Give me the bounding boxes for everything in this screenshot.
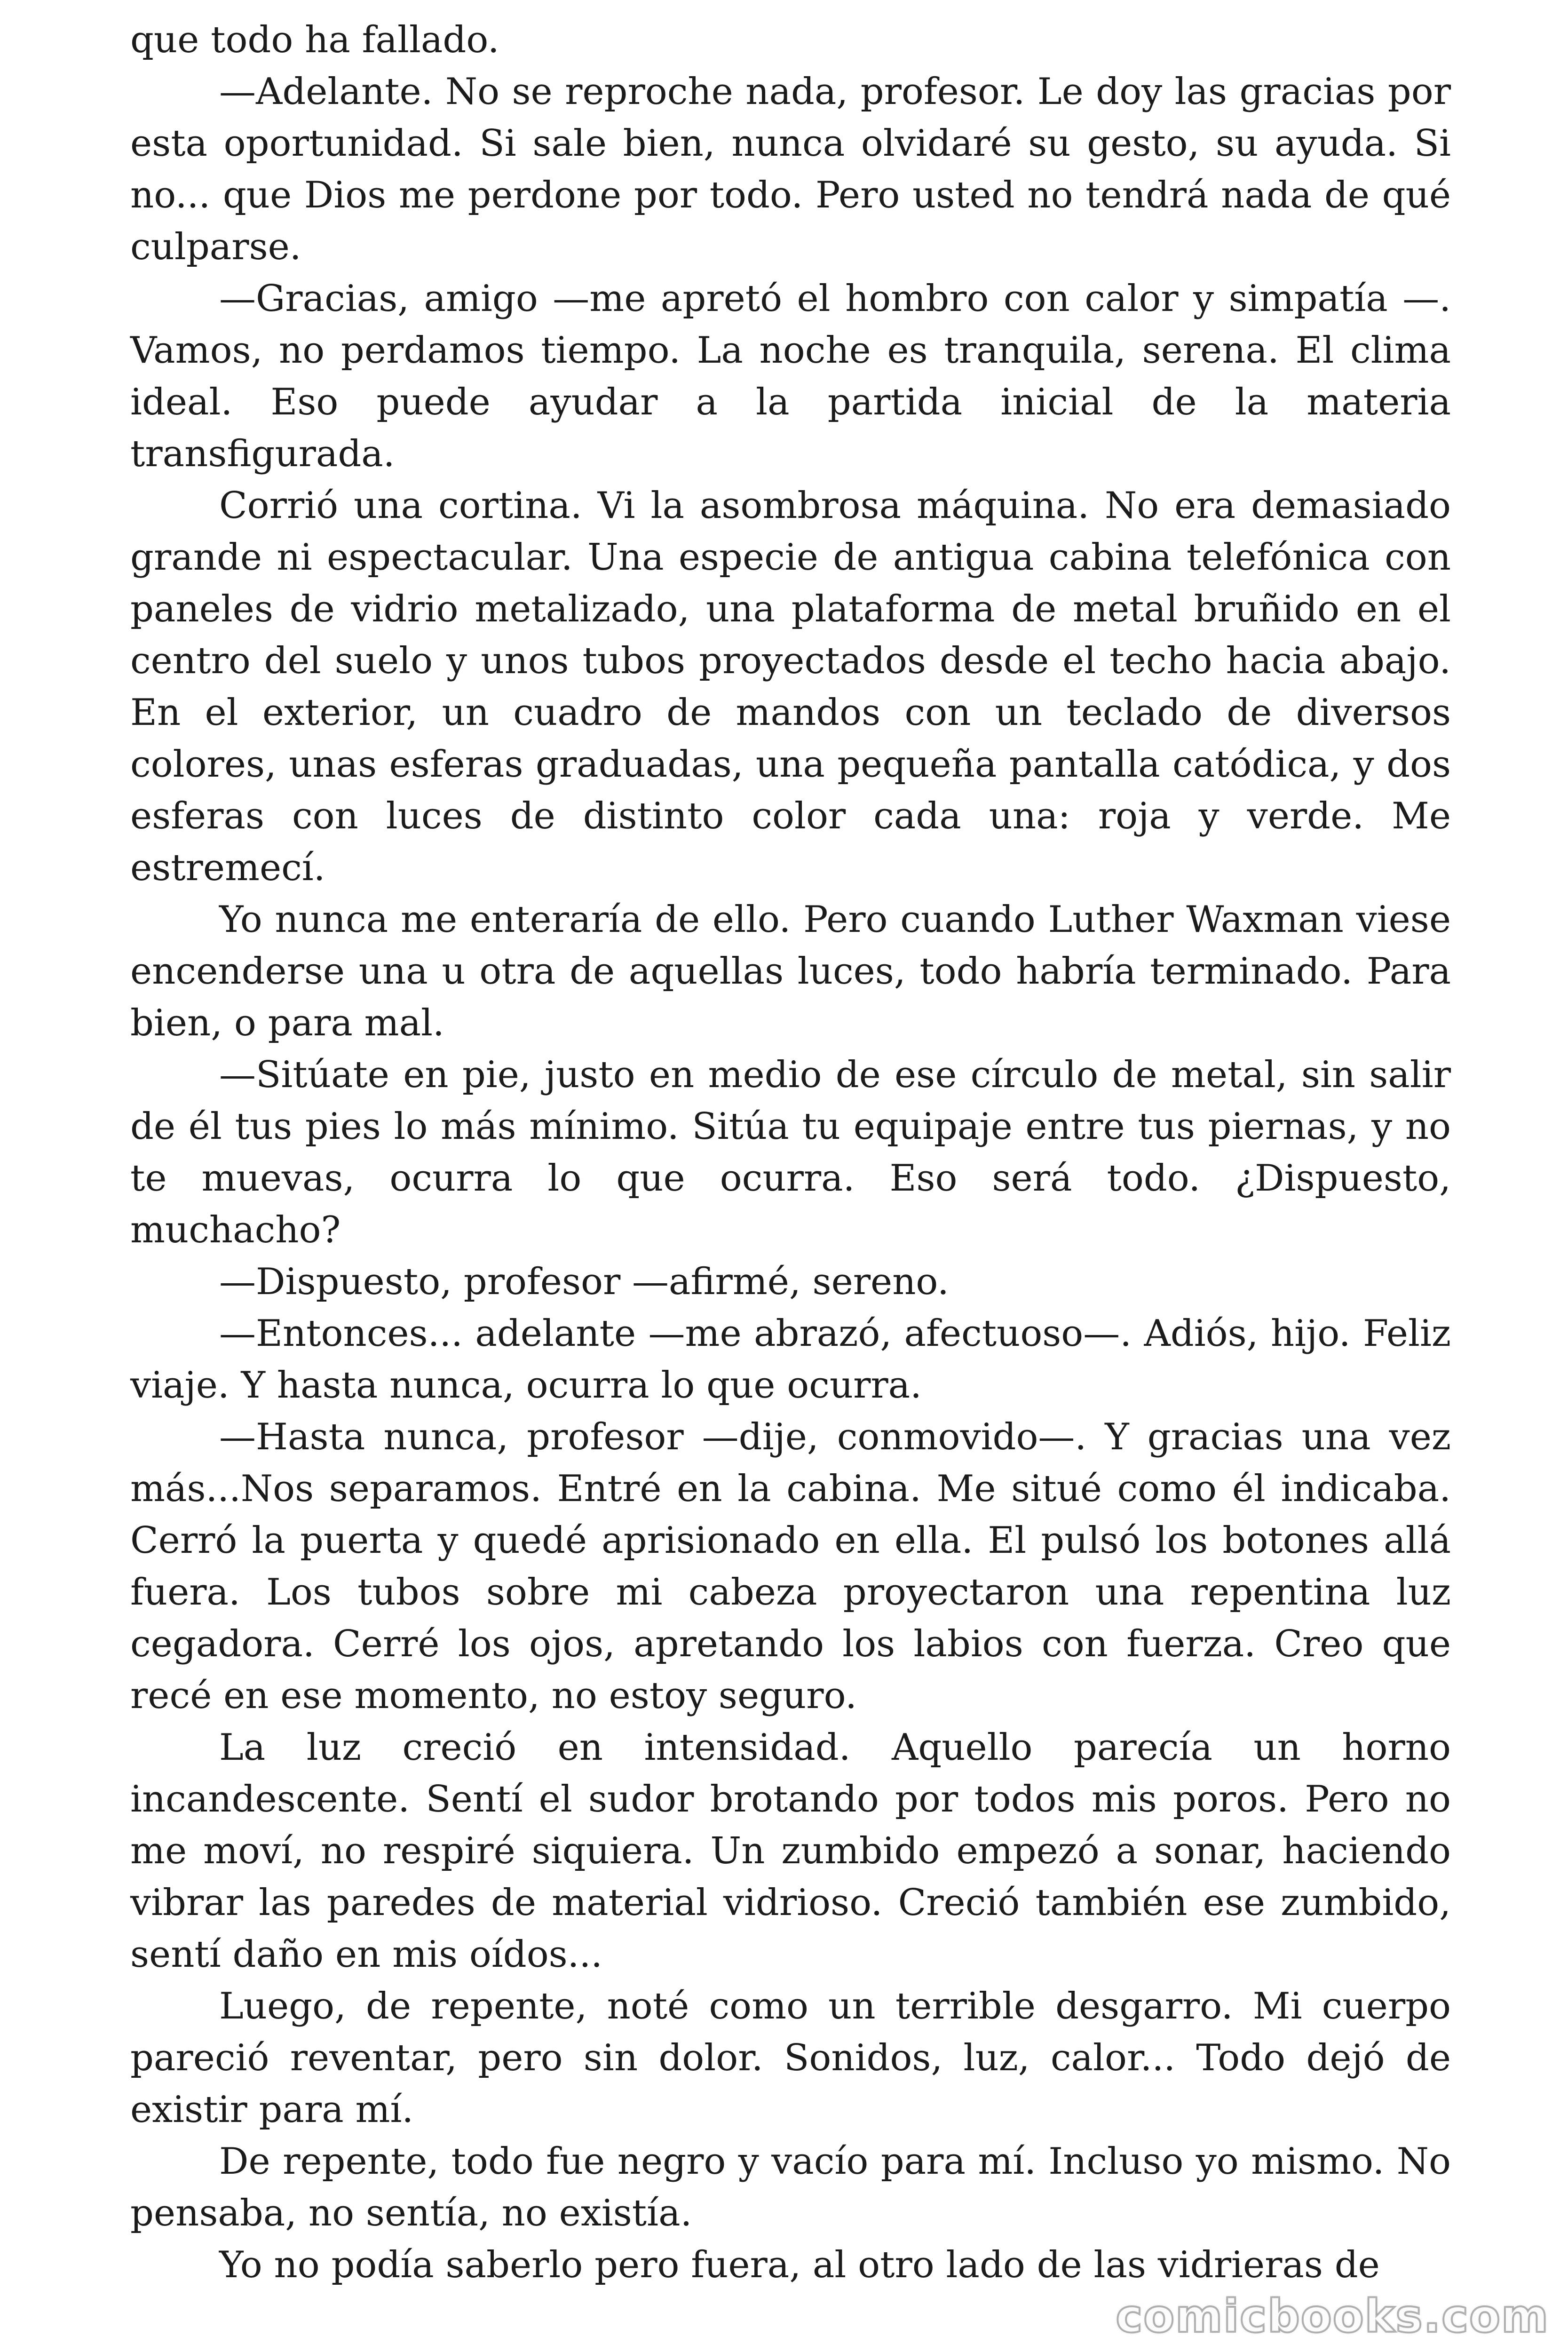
paragraph-5: Yo nunca me enteraría de ello. Pero cuando Luther Waxman viese encenderse una u otra de aquellas luces, todo habría terminado. Para bien, o para mal. (130, 898, 1451, 1044)
paragraph-1: que todo ha fallado. (130, 19, 499, 61)
paragraph-11: Luego, de repente, noté como un terrible desgarro. Mi cuerpo pareció reventar, pero sin dolor. Sonidos, luz, calor... Todo dejó de existir para mí. (130, 1985, 1451, 2131)
paragraph-10: La luz creció en intensidad. Aquello parecía un horno incandescente. Sentí el sudor brotando por todos mis poros. Pero no me moví, no respiré siquiera. Un zumbido empezó a sonar, haciendo vibrar las paredes de material vidrioso. Creció también ese zumbido, sentí daño en mis oídos... (130, 1726, 1451, 1976)
paragraph-12: De repente, todo fue negro y vacío para mí. Incluso yo mismo. No pensaba, no sentía, no existía. (130, 2140, 1451, 2234)
paragraph-7: —Dispuesto, profesor —afirmé, sereno. (219, 1261, 949, 1303)
paragraph-2: —Adelante. No se reproche nada, profesor. Le doy las gracias por esta oportunidad. Si sale bien, nunca olvidaré su gesto, su ayuda. Si no... que Dios me perdone por todo. Pero usted no tendrá nada de qué culparse. (130, 71, 1451, 268)
paragraph-4: Corrió una cortina. Vi la asombrosa máquina. No era demasiado grande ni espectacular. Una especie de antigua cabina telefónica con paneles de vidrio metalizado, una plataforma de metal bruñido en el centro del suelo y unos tubos proyectados desde el techo hacia abajo. En el exterior, un cuadro de mandos con un teclado de diversos colores, unas esferas graduadas, una pequeña pantalla catódica, y dos esferas con luces de distinto color cada una: roja y verde. Me estremecí. (130, 485, 1451, 889)
paragraph-3: —Gracias, amigo —me apretó el hombro con calor y simpatía —. Vamos, no perdamos tiempo. La noche es tranquila, serena. El clima ideal. Eso puede ayudar a la partida inicial de la materia transfigurada. (130, 278, 1451, 475)
paragraph-13: Yo no podía saberlo pero fuera, al otro lado de las vidrieras de (219, 2244, 1380, 2286)
page-text (130, 14, 1451, 2291)
paragraph-6: —Sitúate en pie, justo en medio de ese círculo de metal, sin salir de él tus pies lo más mínimo. Sitúa tu equipaje entre tus piernas, y no te muevas, ocurra lo que ocurra. Eso será todo. ¿Dispuesto, muchacho? (130, 1054, 1451, 1251)
paragraph-9: —Hasta nunca, profesor —dije, conmovido—. Y gracias una vez más...Nos separamos. Entré en la cabina. Me situé como él indicaba. Cerró la puerta y quedé aprisionado en ella. El pulsó los botones allá fuera. Los tubos sobre mi cabeza proyectaron una repentina luz cegadora. Cerré los ojos, apretando los labios con fuerza. Creo que recé en ese momento, no estoy seguro. (130, 1416, 1451, 1717)
paragraph-8: —Entonces... adelante —me abrazó, afectuoso—. Adiós, hijo. Feliz viaje. Y hasta nunca, ocurra lo que ocurra. (130, 1312, 1451, 1406)
site-watermark: comicbooks.com (1116, 2290, 1549, 2343)
